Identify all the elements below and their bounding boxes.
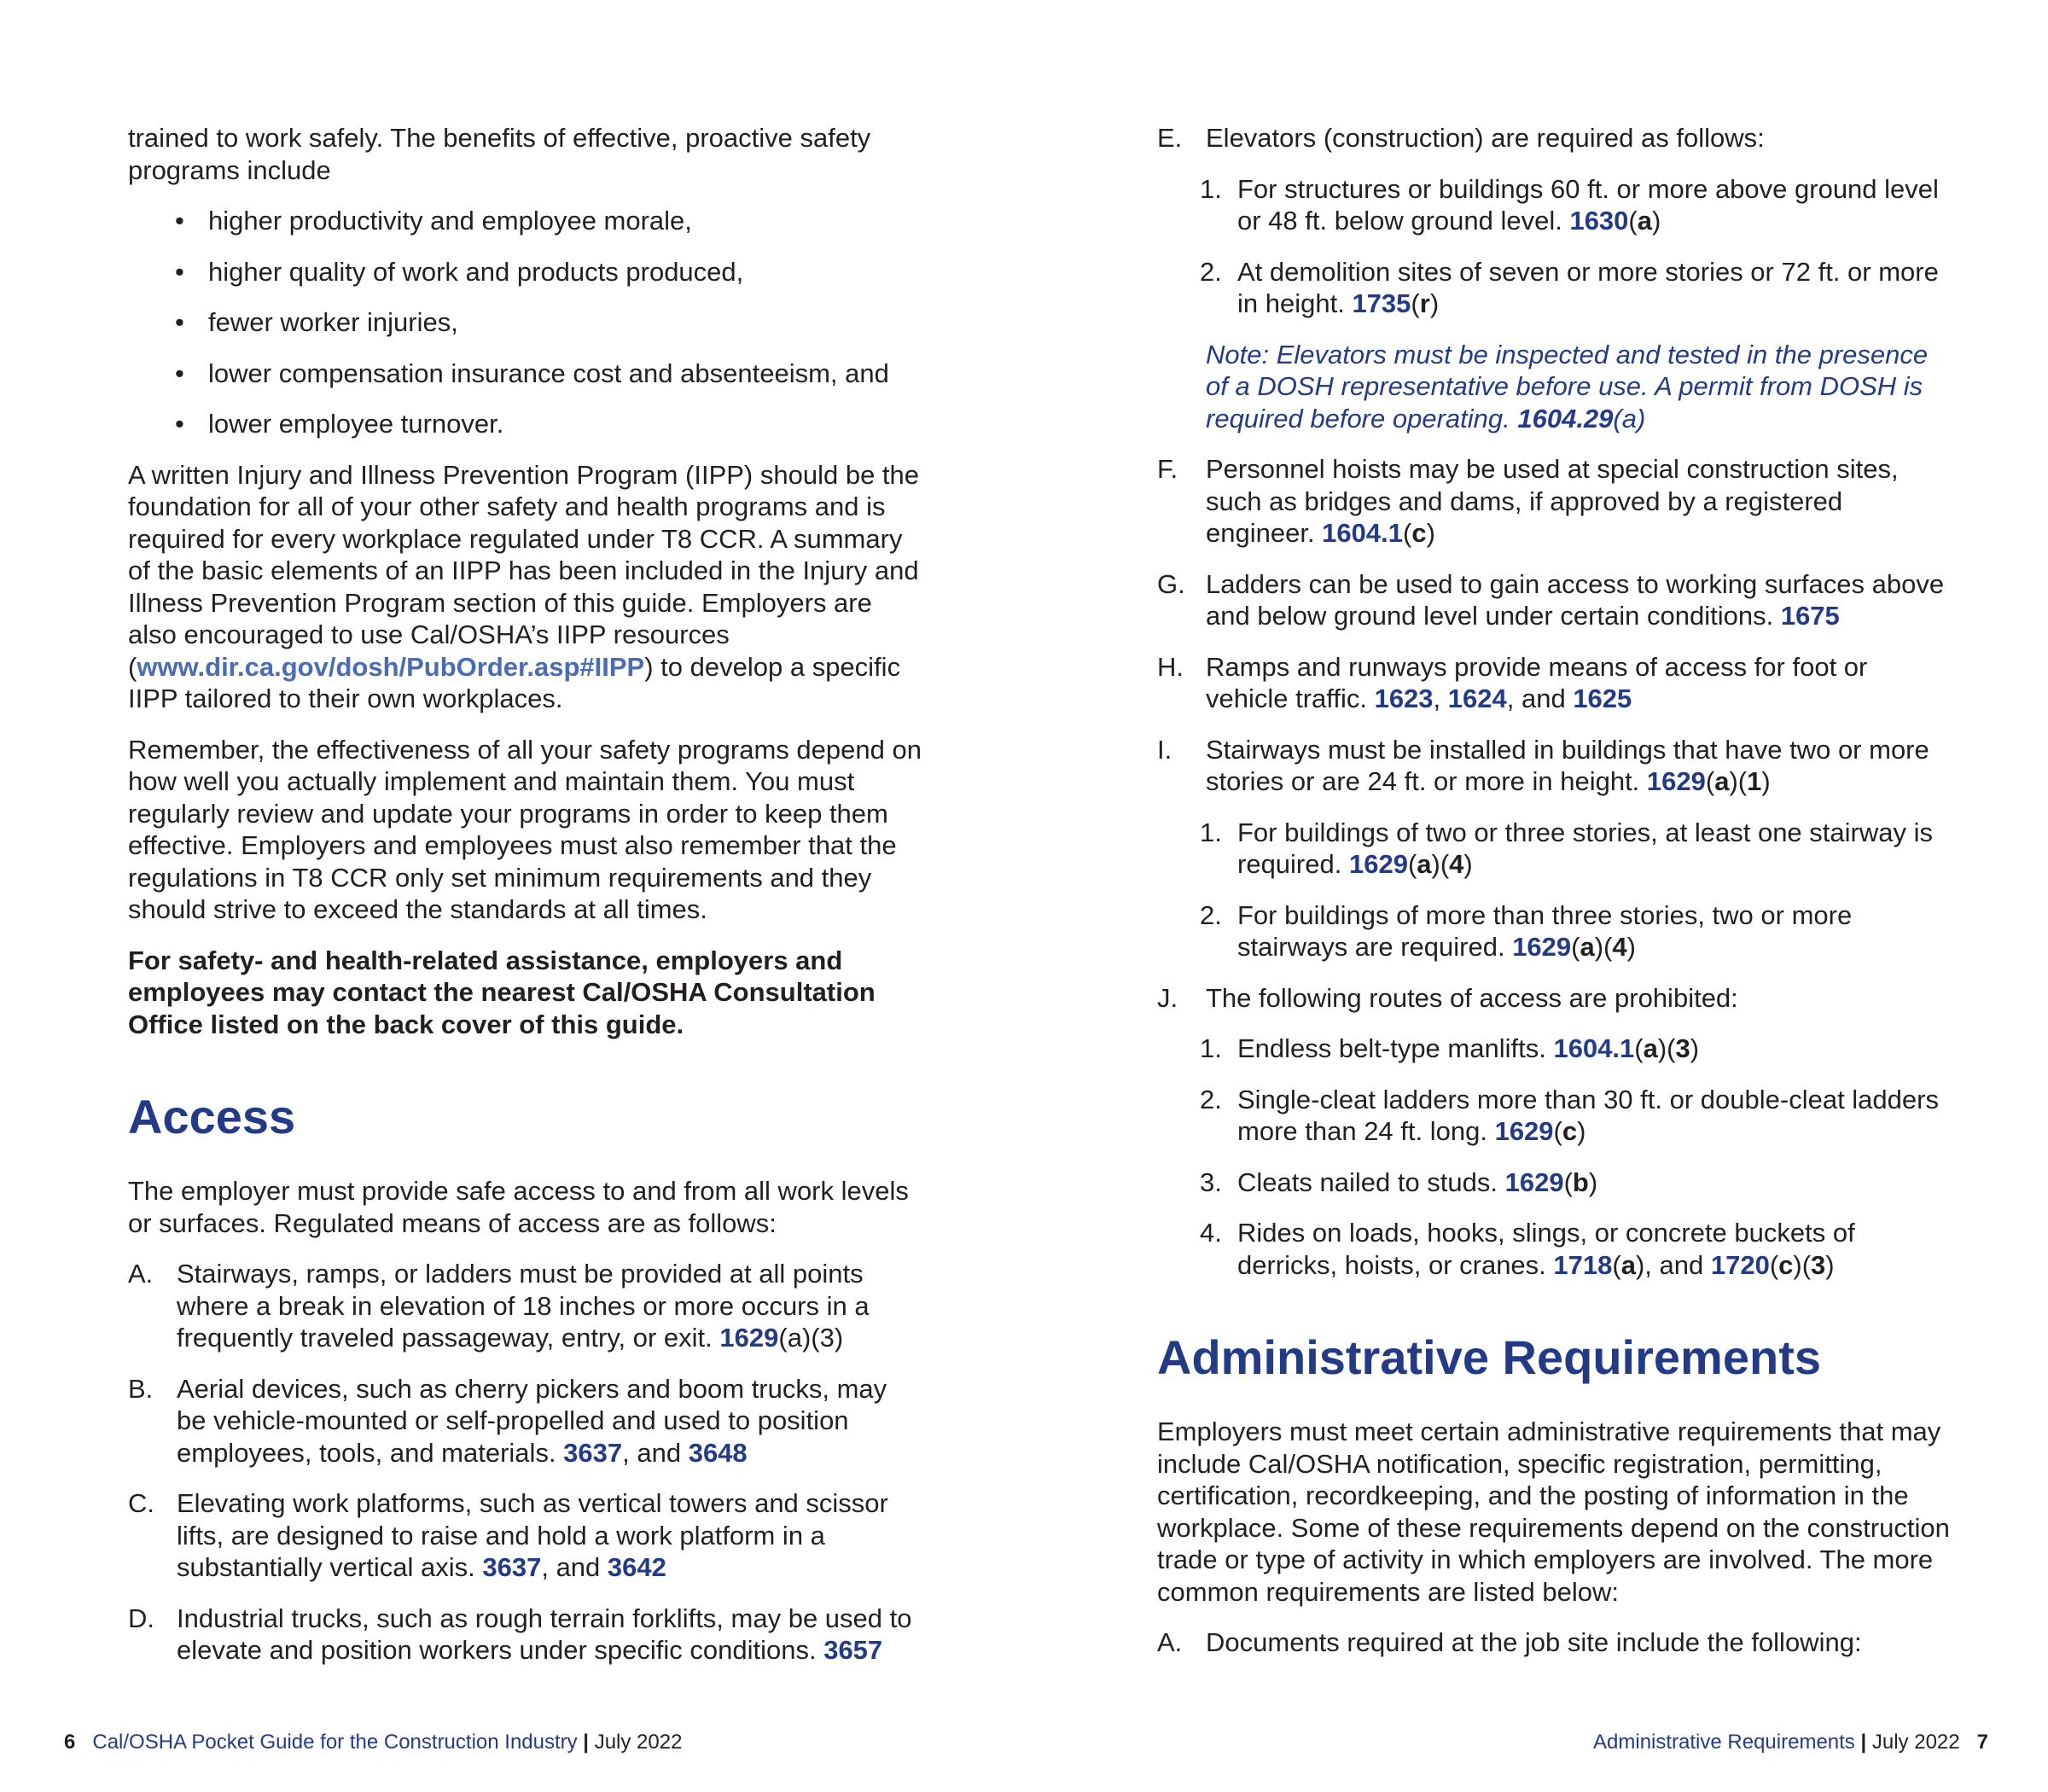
remember-paragraph: Remember, the effectiveness of all your safety programs depend on how well you actually implement and maintain them. You must regularly review and update your programs in order to keep them effective. Employers and employees must also remember that the regulations in T8 CCR only set minimum requirements and they should strive to exceed the standards at all times. [128,734,922,924]
item-text: For structures or buildings 60 ft. or more above ground level or 48 ft. below ground level. [1237,173,1939,236]
assistance-paragraph: For safety- and health-related assistance, employers and employees may contact the nearest Cal/OSHA Consultation Office listed on the back cover of this guide. [128,945,876,1039]
list-item: • fewer worker injuries, [128,306,922,339]
item-marker: G. [1157,568,1185,599]
subsection-letter: a [1580,932,1595,962]
item-marker: A. [128,1259,154,1289]
iipp-paragraph [128,459,922,715]
item-marker: 2. [1200,256,1222,287]
access-item-j [1157,982,1951,1015]
item-marker: D. [128,1603,154,1633]
item-marker: I. [1157,734,1172,765]
ref-connector: ), and [1635,1249,1711,1280]
subsection-letter: a [1637,206,1652,236]
right-footer [1593,1730,1988,1755]
list-item: • lower employee turnover. [128,408,922,440]
elevator-note [1157,339,1951,435]
paren: ) [1426,518,1435,548]
sub-item-j3 [1157,1167,1951,1199]
left-column [128,122,922,1685]
paren: ( [1563,1167,1573,1197]
item-text: Stairways, ramps, or ladders must be provided at all points where a break in elevation of 18 inches or more occurs in a frequently traveled passageway, entry, or exit. [177,1259,870,1353]
note-text: Note: Elevators must be inspected and tested in the presence of a DOSH representative before use. A permit from DOSH is required before operating. [1206,339,1929,433]
item-text: Aerial devices, such as cherry pickers and boom trucks, may be vehicle-mounted or self-propelled and used to position employees, tools, and materials. [177,1373,887,1468]
item-text: Endless belt-type manlifts. [1237,1033,1554,1063]
access-item-b [128,1373,922,1469]
subsection-number: 4 [1612,932,1627,962]
item-marker: 1. [1200,1033,1222,1063]
subsection-letter: c [1411,518,1427,548]
paren: ) [1463,849,1473,879]
access-item-f [1157,453,1951,550]
regulation-ref[interactable]: 1604.1 [1553,1033,1635,1063]
access-item-g [1157,568,1951,632]
paren: )( [1729,766,1748,796]
regulation-ref[interactable]: 3637 [482,1552,542,1582]
paren: ) [1588,1167,1598,1197]
access-heading: Access [128,1090,296,1143]
item-text: Stairways must be installed in buildings that have two or more stories or are 24 ft. or more in height. [1206,734,1929,796]
page-number: 7 [1976,1731,1988,1754]
item-text: Single-cleat ladders more than 30 ft. or double-cleat ladders more than 24 ft. long. [1237,1084,1939,1146]
paren: ) [1577,1116,1586,1146]
regulation-ref[interactable]: 1625 [1573,684,1632,713]
item-marker: C. [128,1488,154,1518]
item-text: Documents required at the job site include the following: [1206,1627,1862,1657]
item-marker: E. [1157,123,1183,153]
paren: )( [1793,1249,1812,1280]
subsection-letter: a [1417,849,1432,879]
item-text: Rides on loads, hooks, slings, or concrete buckets of derricks, hoists, or cranes. [1237,1218,1855,1280]
sub-item-i2 [1157,899,1951,963]
subsection-letter: a [1620,1249,1636,1280]
regulation-ref[interactable]: 1604.29 [1517,403,1614,433]
paren: ) [1761,766,1771,796]
regulation-ref[interactable]: 1629 [1494,1116,1554,1146]
sub-item-e2 [1157,256,1951,320]
item-marker: 2. [1200,1084,1222,1114]
paren: ( [1553,1116,1562,1146]
item-text: The following routes of access are prohibited: [1206,982,1738,1013]
item-text: Industrial trucks, such as rough terrain forklifts, may be used to elevate and position workers under specific conditions. [177,1603,912,1665]
item-marker: F. [1157,454,1178,484]
regulation-ref[interactable]: 1735 [1352,288,1411,318]
paren: )( [1594,932,1613,962]
left-footer [64,1730,682,1755]
paren: ) [1652,206,1661,236]
subsection-letter: b [1572,1167,1589,1197]
regulation-ref[interactable]: 1629 [1504,1167,1564,1197]
sub-item-i1 [1157,817,1951,881]
item-text: Elevating work platforms, such as vertical towers and scissor lifts, are designed to raise and hold a work platform in a substantially vertical axis. [177,1488,888,1582]
regulation-ref[interactable]: 1623 [1374,684,1434,713]
subsection-letter: c [1562,1116,1578,1146]
regulation-ref[interactable]: 3648 [688,1437,748,1468]
sub-item-j4 [1157,1217,1951,1281]
list-item: • higher quality of work and products produced, [128,256,922,288]
regulation-ref[interactable]: 1629 [1646,766,1706,796]
iipp-text: A written Injury and Illness Prevention Program (IIPP) should be the foundation for all of your other safety and health programs and is required for every workplace regulated under T8 CCR. A summary of the basic elements of an IIPP has been included in the Injury and Illness Prevention Program section of this guide. Employers are also encouraged to use Cal/OSHA’s IIPP resources ( [128,459,920,682]
paren: ) [1825,1249,1835,1280]
item-text: At demolition sites of seven or more stories or 72 ft. or more in height. [1237,256,1939,318]
item-marker: 4. [1200,1218,1222,1248]
admin-item-a [1157,1626,1951,1659]
item-text: Ramps and runways provide means of access for foot or vehicle traffic. [1206,651,1868,713]
regulation-ref[interactable]: 1629 [1512,932,1572,962]
subsection-number: 3 [1675,1033,1690,1063]
paren: ) [1429,288,1440,318]
ref-connector: , and [1506,684,1574,713]
regulation-ref[interactable]: 1720 [1710,1249,1770,1280]
item-marker: H. [1157,651,1184,682]
paren: ) [1626,932,1636,962]
access-item-h [1157,651,1951,715]
paren: ( [1628,206,1638,236]
paren: ( [1403,518,1412,548]
regulation-ref[interactable]: 1629 [1348,849,1408,879]
sub-item-j2 [1157,1084,1951,1148]
paren: ( [1411,288,1420,318]
regulation-ref[interactable]: 3657 [823,1635,883,1665]
item-marker: 2. [1200,899,1222,930]
regulation-ref[interactable]: 1718 [1553,1249,1613,1280]
item-text: Ladders can be used to gain access to working surfaces above and below ground level under certain conditions. [1206,568,1945,631]
intro-paragraph: trained to work safely. The benefits of effective, proactive safety programs include [128,123,871,185]
item-marker: 1. [1200,173,1222,204]
admin-heading: Administrative Requirements [1157,1330,1821,1384]
access-item-i [1157,734,1951,798]
item-text: Personnel hoists may be used at special construction sites, such as bridges and dams, if approved by a registered engineer. [1206,454,1899,548]
paren: ( [1571,932,1580,962]
paren: ( [1612,1249,1621,1280]
paren: ( [1407,849,1417,879]
paren: ( [1705,766,1715,796]
ref-connector: , and [622,1437,689,1468]
subsection-letter: r [1419,288,1430,318]
paren: )( [1431,849,1450,879]
note-suffix: (a) [1613,403,1646,433]
access-item-a [128,1258,922,1354]
regulation-ref[interactable]: 1629 [719,1323,779,1353]
paren: ( [1769,1249,1779,1280]
footer-date: July 2022 [594,1731,683,1754]
subsection-number: 1 [1747,766,1762,796]
item-text: Cleats nailed to studs. [1237,1167,1505,1197]
item-text: For buildings of two or three stories, at least one stairway is required. [1237,817,1933,879]
regulation-ref[interactable]: 1604.1 [1322,518,1403,548]
item-marker: 3. [1200,1167,1222,1197]
item-marker: B. [128,1373,154,1404]
section-title: Administrative Requirements [1593,1731,1855,1754]
guide-title: Cal/OSHA Pocket Guide for the Construction Industry [92,1731,578,1754]
footer-date: July 2022 [1871,1731,1960,1754]
ref-suffix: (a)(3) [778,1323,844,1353]
list-item: • higher productivity and employee morale, [128,205,922,237]
item-text: Elevators (construction) are required as follows: [1206,123,1765,153]
item-marker: A. [1157,1627,1183,1657]
ref-connector: , [1433,684,1448,713]
sub-item-j1 [1157,1033,1951,1065]
subsection-letter: a [1714,766,1730,796]
right-column [1157,122,1951,1678]
access-item-c [128,1487,922,1584]
regulation-ref[interactable]: 1630 [1569,206,1629,236]
iipp-text-tail: ) to develop a specific IIPP tailored to their own workplaces. [128,651,901,713]
subsection-number: 4 [1449,849,1464,879]
admin-intro: Employers must meet certain administrative requirements that may include Cal/OSHA notification, specific registration, permitting, certification, recordkeeping, and the posting of information in the workplace. Some of these requirements depend on the construction trade or type of activity in which employers are involved. The more common requirements are listed below: [1157,1417,1950,1607]
regulation-ref[interactable]: 3642 [607,1552,666,1582]
paren: ( [1634,1033,1644,1063]
footer-separator: | [1854,1731,1872,1754]
item-marker: 1. [1200,817,1222,847]
item-text: For buildings of more than three stories, two or more stairways are required. [1237,899,1853,962]
regulation-ref[interactable]: 3637 [563,1437,623,1468]
iipp-link[interactable]: www.dir.ca.gov/dosh/PubOrder.asp#IIPP [137,651,645,682]
access-item-d [128,1603,922,1667]
subsection-letter: c [1778,1249,1794,1280]
ref-connector: , and [541,1552,608,1582]
access-item-e [1157,122,1951,154]
subsection-number: 3 [1811,1249,1826,1280]
sub-item-e1 [1157,173,1951,237]
footer-separator: | [577,1731,595,1754]
paren: )( [1657,1033,1676,1063]
list-item: • lower compensation insurance cost and absenteeism, and [128,358,922,390]
item-marker: J. [1157,982,1178,1013]
paren: ) [1690,1033,1700,1063]
subsection-letter: a [1643,1033,1658,1063]
page-number: 6 [64,1731,76,1754]
regulation-ref[interactable]: 1624 [1447,684,1507,713]
regulation-ref[interactable]: 1675 [1780,601,1840,631]
access-intro: The employer must provide safe access to and from all work levels or surfaces. Regulated means of access are as follows: [128,1176,909,1238]
benefits-list [128,205,922,440]
